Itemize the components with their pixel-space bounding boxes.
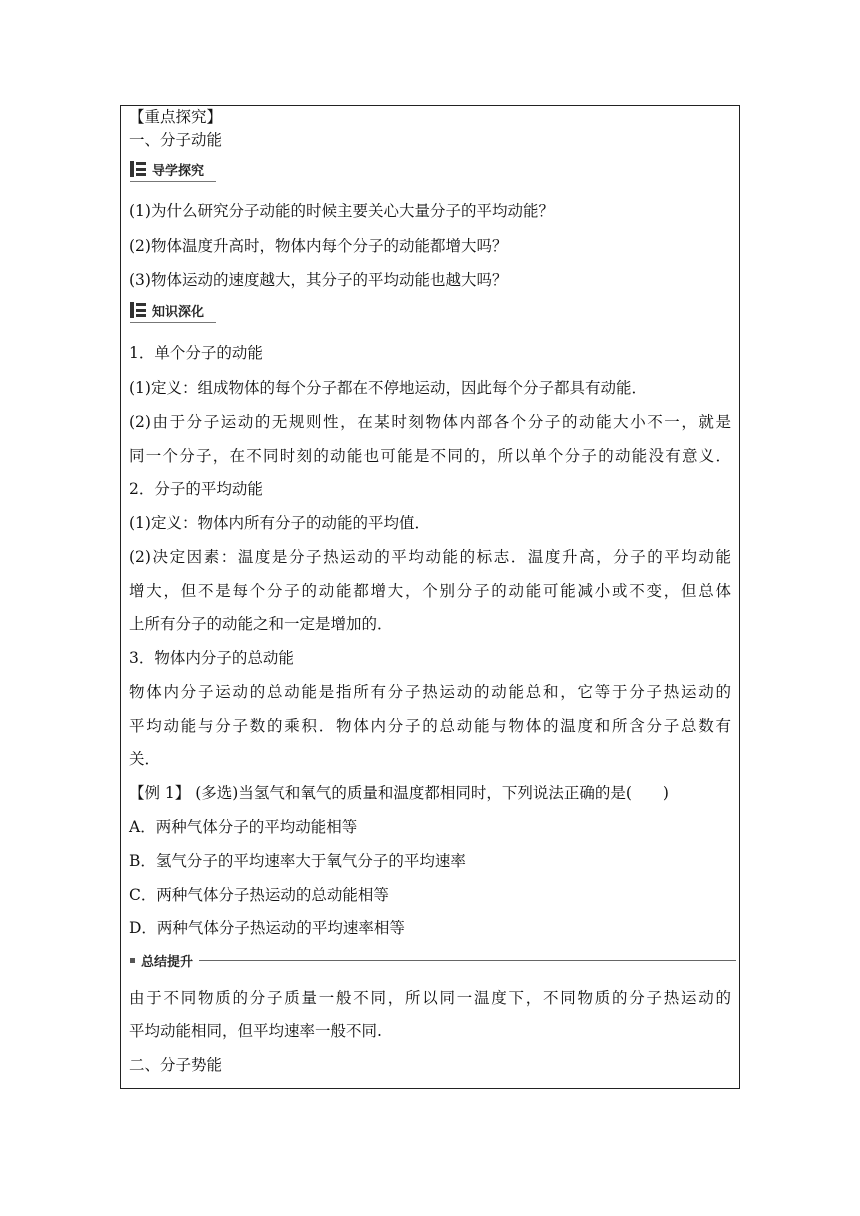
example-stem: (多选)当氢气和氧气的质量和温度都相同时，下列说法正确的是( ) (190, 784, 669, 802)
k3-line-3: 关． (129, 750, 161, 768)
k1-paragraph-line-1: (2)由于分子运动的无规则性，在某时刻物体内部各个分子的动能大小不一，就是 (129, 413, 731, 431)
knowledge-tag (130, 301, 204, 319)
option-b: B．氢气分子的平均速率大于氧气分子的平均速率 (129, 852, 466, 870)
k1-definition: (1)定义：组成物体的每个分子都在不停地运动，因此每个分子都具有动能． (129, 379, 647, 397)
knowledge-tag-underline (130, 322, 216, 323)
k3-line-1: 物体内分子运动的总动能是指所有分子热运动的动能总和，它等于分子热运动的 (129, 683, 731, 701)
question-3: (3)物体运动的速度越大，其分子的平均动能也越大吗？ (129, 271, 508, 289)
summary-divider (130, 953, 736, 970)
guide-tag-label: 导学探究 (152, 163, 205, 179)
k1-paragraph-line-2: 同一个分子，在不同时刻的动能也可能是不同的，所以单个分子的动能没有意义． (129, 447, 731, 465)
part1-title: 一、分子动能 (129, 131, 223, 149)
example-label: 【例 1】 (129, 784, 191, 802)
list-tag-icon (130, 302, 146, 318)
summary-line-1: 由于不同物质的分子质量一般不同，所以同一温度下，不同物质的分子热运动的 (129, 989, 731, 1007)
option-d: D．两种气体分子热运动的平均速率相等 (129, 919, 405, 937)
knowledge-tag-label: 知识深化 (152, 304, 205, 320)
part2-title: 二、分子势能 (129, 1056, 223, 1074)
k3-line-2: 平均动能与分子数的乘积．物体内分子的总动能与物体的温度和所含分子总数有 (129, 717, 731, 735)
summary-rule (199, 960, 736, 961)
k2-definition: (1)定义：物体内所有分子的动能的平均值． (129, 514, 430, 532)
option-c: C．两种气体分子热运动的总动能相等 (129, 886, 389, 904)
question-2: (2)物体温度升高时，物体内每个分子的动能都增大吗？ (129, 237, 508, 255)
section-header: 【重点探究】 (129, 108, 223, 126)
guide-tag-underline (130, 181, 216, 182)
summary-tag-label: 总结提升 (141, 954, 194, 970)
k2-paragraph-line-3: 上所有分子的动能之和一定是增加的． (129, 615, 393, 633)
k2-paragraph-line-1: (2)决定因素：温度是分子热运动的平均动能的标志．温度升高，分子的平均动能 (129, 548, 731, 566)
summary-line-2: 平均动能相同，但平均速率一般不同. (129, 1022, 382, 1040)
option-a: A．两种气体分子的平均动能相等 (129, 818, 358, 836)
k1-title: 1．单个分子的动能 (129, 344, 263, 362)
guide-tag (130, 160, 204, 178)
list-tag-icon (130, 161, 146, 177)
k2-title: 2．分子的平均动能 (129, 480, 263, 498)
square-bullet-icon (130, 958, 135, 963)
example-question (129, 783, 669, 803)
k3-title: 3．物体内分子的总动能 (129, 649, 294, 667)
k2-paragraph-line-2: 增大，但不是每个分子的动能都增大，个别分子的动能可能减小或不变，但总体 (129, 582, 731, 600)
question-1: (1)为什么研究分子动能的时候主要关心大量分子的平均动能？ (129, 202, 554, 220)
